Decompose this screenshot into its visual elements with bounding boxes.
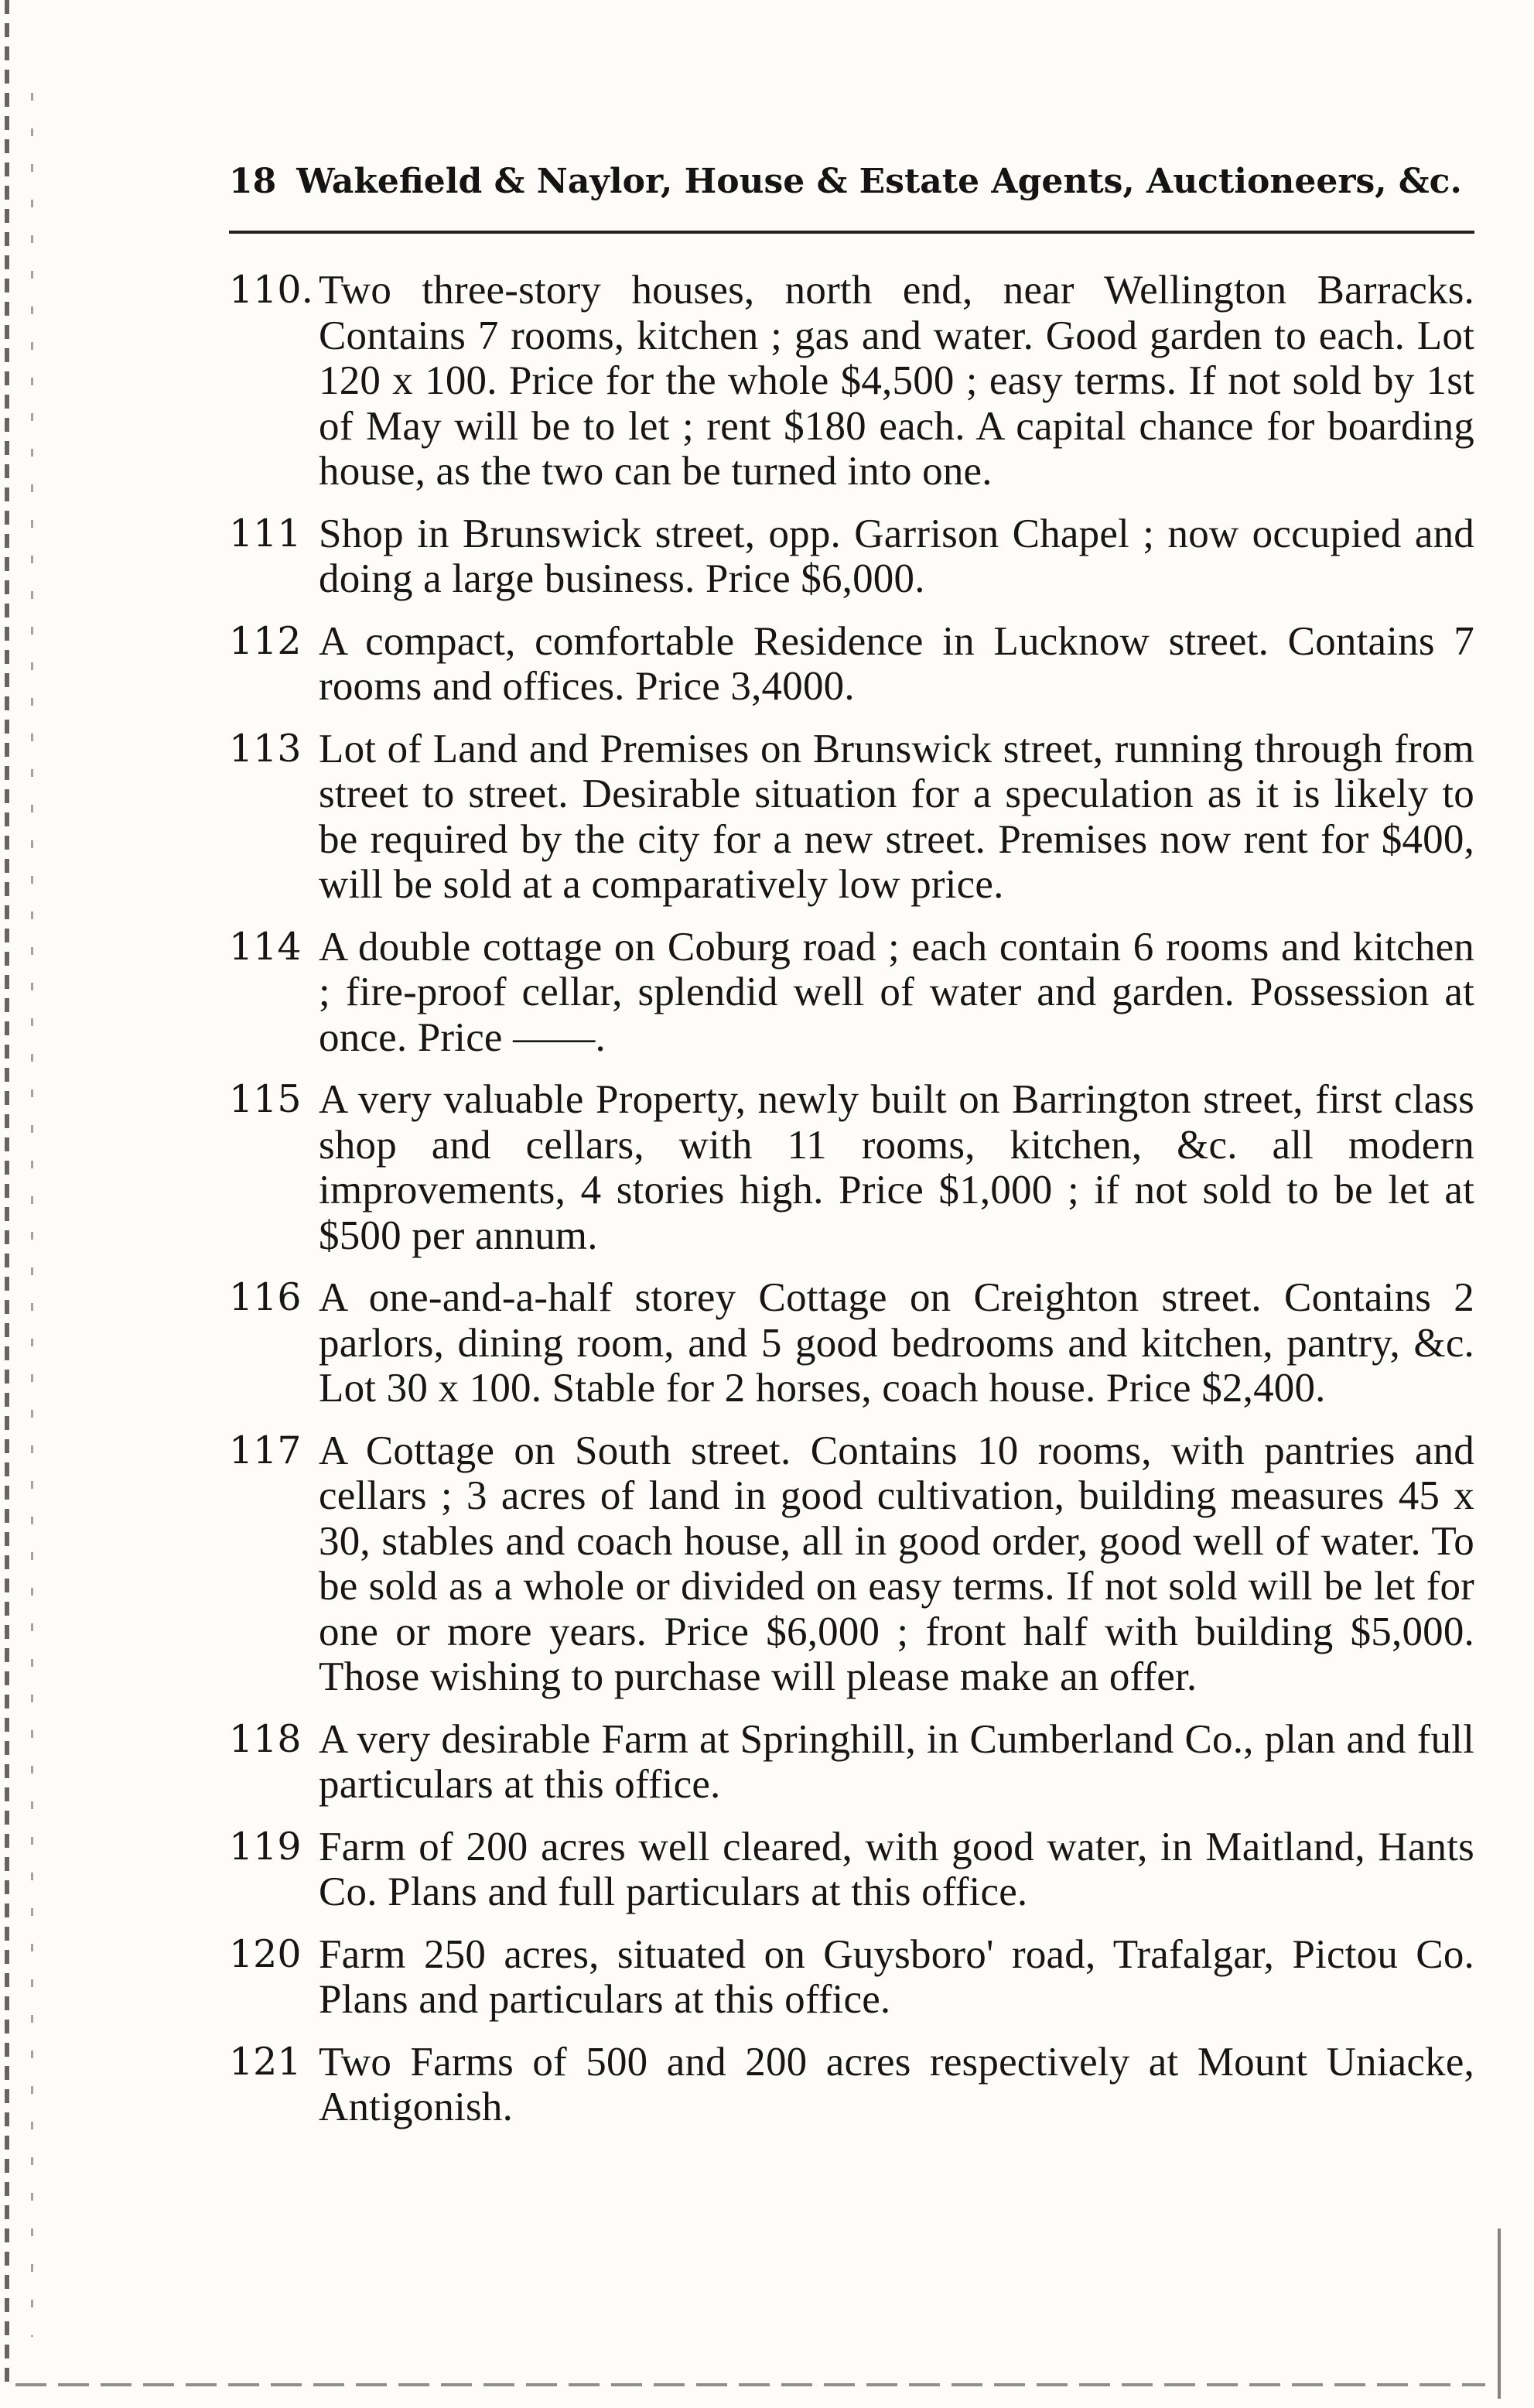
page-edge-marks [31, 93, 33, 2337]
page-edge-right [1498, 2228, 1501, 2399]
listing-entry [229, 511, 1474, 602]
listing-entry [229, 1825, 1474, 1915]
page-edge-bottom [15, 2383, 1485, 2386]
listing-entry [229, 1077, 1474, 1258]
listing-number: 110. [229, 268, 314, 312]
running-header [229, 155, 1474, 209]
listing-number: 119 [229, 1824, 302, 1869]
listing-text: Shop in Brunswick street, opp. Garrison Chapel ; now occupied and doing a large business. Price $6,000. [319, 511, 1474, 601]
listing-entry [229, 925, 1474, 1061]
listing-entries [229, 268, 1474, 2147]
listing-text: Two three-story houses, north end, near Wellington Barracks. Contains 7 rooms, kitchen ; gas and water. Good garden to each. Lot 120 x 100. Price for the whole $4,500 ; easy terms. If not sold by 1st of May will be to let ; rent $180 each. A capital chance for boarding house, as the two can be turned into one. [319, 268, 1474, 494]
listing-number: 115 [229, 1077, 302, 1121]
listing-text: A compact, comfortable Residence in Lucknow street. Contains 7 rooms and offices. Price 3,4000. [319, 618, 1474, 709]
listing-text: A very valuable Property, newly built on Barrington street, first class shop and cellars, with 11 rooms, kitchen, &c. all modern improvements, 4 stories high. Price $1,000 ; if not sold to be let at $500 per annum. [319, 1077, 1474, 1258]
listing-number: 120 [229, 1931, 302, 1976]
listing-number: 118 [229, 1716, 302, 1761]
listing-entry [229, 1275, 1474, 1411]
listing-number: 114 [229, 924, 302, 969]
page-edge-left [5, 0, 9, 2383]
listing-text: A Cottage on South street. Contains 10 rooms, with pantries and cellars ; 3 acres of land in good cultivation, building measures 45 x 30, stables and coach house, all in good order, good well of water. To be sold as a whole or divided on easy terms. If not sold will be let for one or more years. Price $6,000 ; front half with building $5,000. Those wishing to purchase will please make an offer. [319, 1428, 1474, 1699]
page-number: 18 [229, 162, 277, 201]
listing-entry [229, 2040, 1474, 2130]
listing-number: 116 [229, 1275, 302, 1319]
listing-text: A very desirable Farm at Springhill, in Cumberland Co., plan and full particulars at this office. [319, 1716, 1474, 1807]
header-title: Wakefield & Naylor, House & Estate Agents, Auctioneers, &c. [296, 162, 1462, 201]
listing-number: 111 [229, 511, 302, 556]
listing-number: 117 [229, 1428, 302, 1473]
listing-text: A double cottage on Coburg road ; each contain 6 rooms and kitchen ; fire-proof cellar, splendid well of water and garden. Possession at once. Price ——. [319, 924, 1474, 1060]
listing-entry [229, 1717, 1474, 1808]
listing-entry [229, 619, 1474, 710]
listing-entry [229, 727, 1474, 908]
listing-text: A one-and-a-half storey Cottage on Creighton street. Contains 2 parlors, dining room, and 5 good bedrooms and kitchen, pantry, &c. Lot 30 x 100. Stable for 2 horses, coach house. Price $2,400. [319, 1275, 1474, 1411]
header-rule [229, 231, 1474, 234]
listing-number: 121 [229, 2039, 302, 2084]
listing-text: Lot of Land and Premises on Brunswick street, running through from street to street. Desirable situation for a speculation as it is likely to be required by the city for a new street. Premises now rent for $400, will be sold at a comparatively low price. [319, 726, 1474, 907]
listing-text: Two Farms of 500 and 200 acres respectively at Mount Uniacke, Antigonish. [319, 2039, 1474, 2129]
listing-number: 112 [229, 618, 302, 663]
listing-text: Farm of 200 acres well cleared, with good water, in Maitland, Hants Co. Plans and full particulars at this office. [319, 1824, 1474, 1914]
listing-number: 113 [229, 726, 302, 771]
listing-entry [229, 1932, 1474, 2023]
listing-text: Farm 250 acres, situated on Guysboro' road, Trafalgar, Pictou Co. Plans and particulars at this office. [319, 1931, 1474, 2022]
listing-entry [229, 1428, 1474, 1700]
listing-entry [229, 268, 1474, 494]
